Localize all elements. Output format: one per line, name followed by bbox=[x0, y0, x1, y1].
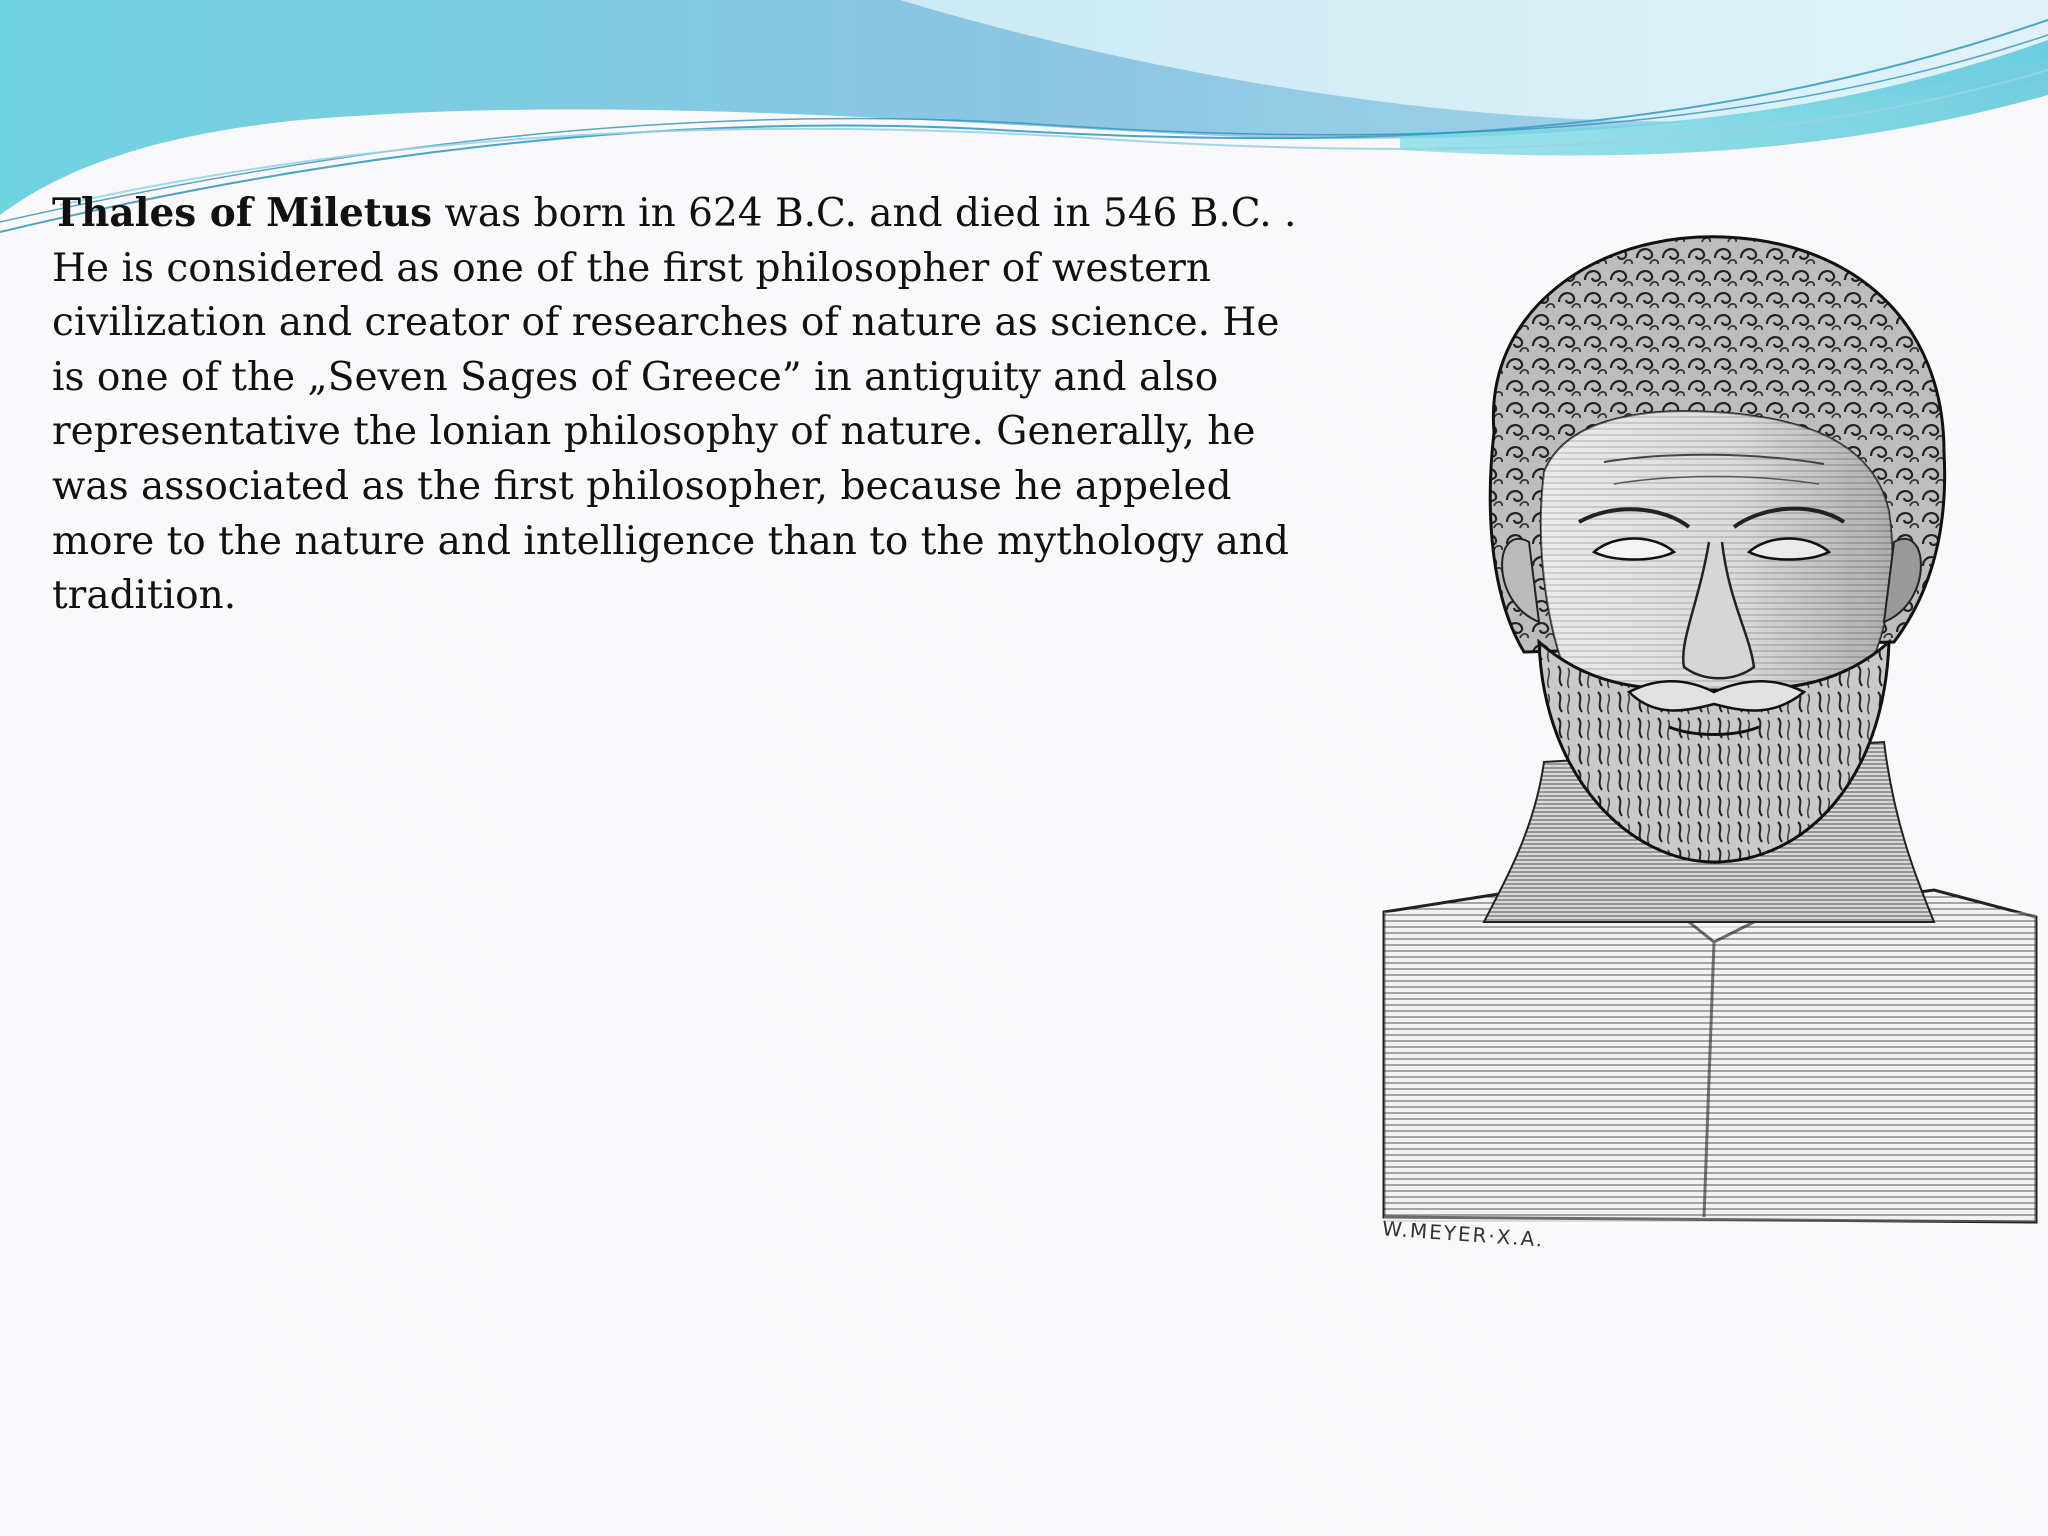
subject-name: Thales of Miletus bbox=[52, 190, 433, 236]
biography-text: was born in 624 B.C. and died in 546 B.C. . He is considered as one of the first philosopher of western civilization and creator of researches of nature as science. He is one of the „Seven Sages of Greece” in antiguity and also representative the lonian philosophy of nature. Generally, he was associated as the first philosopher, because he appeled more to the nature and intelligence than to the mythology and tradition. bbox=[52, 191, 1297, 619]
biography-paragraph bbox=[52, 186, 1302, 624]
engraver-signature: W.MEYER·X.A. bbox=[1381, 1216, 1546, 1252]
thales-bust-engraving bbox=[1374, 222, 2048, 1258]
